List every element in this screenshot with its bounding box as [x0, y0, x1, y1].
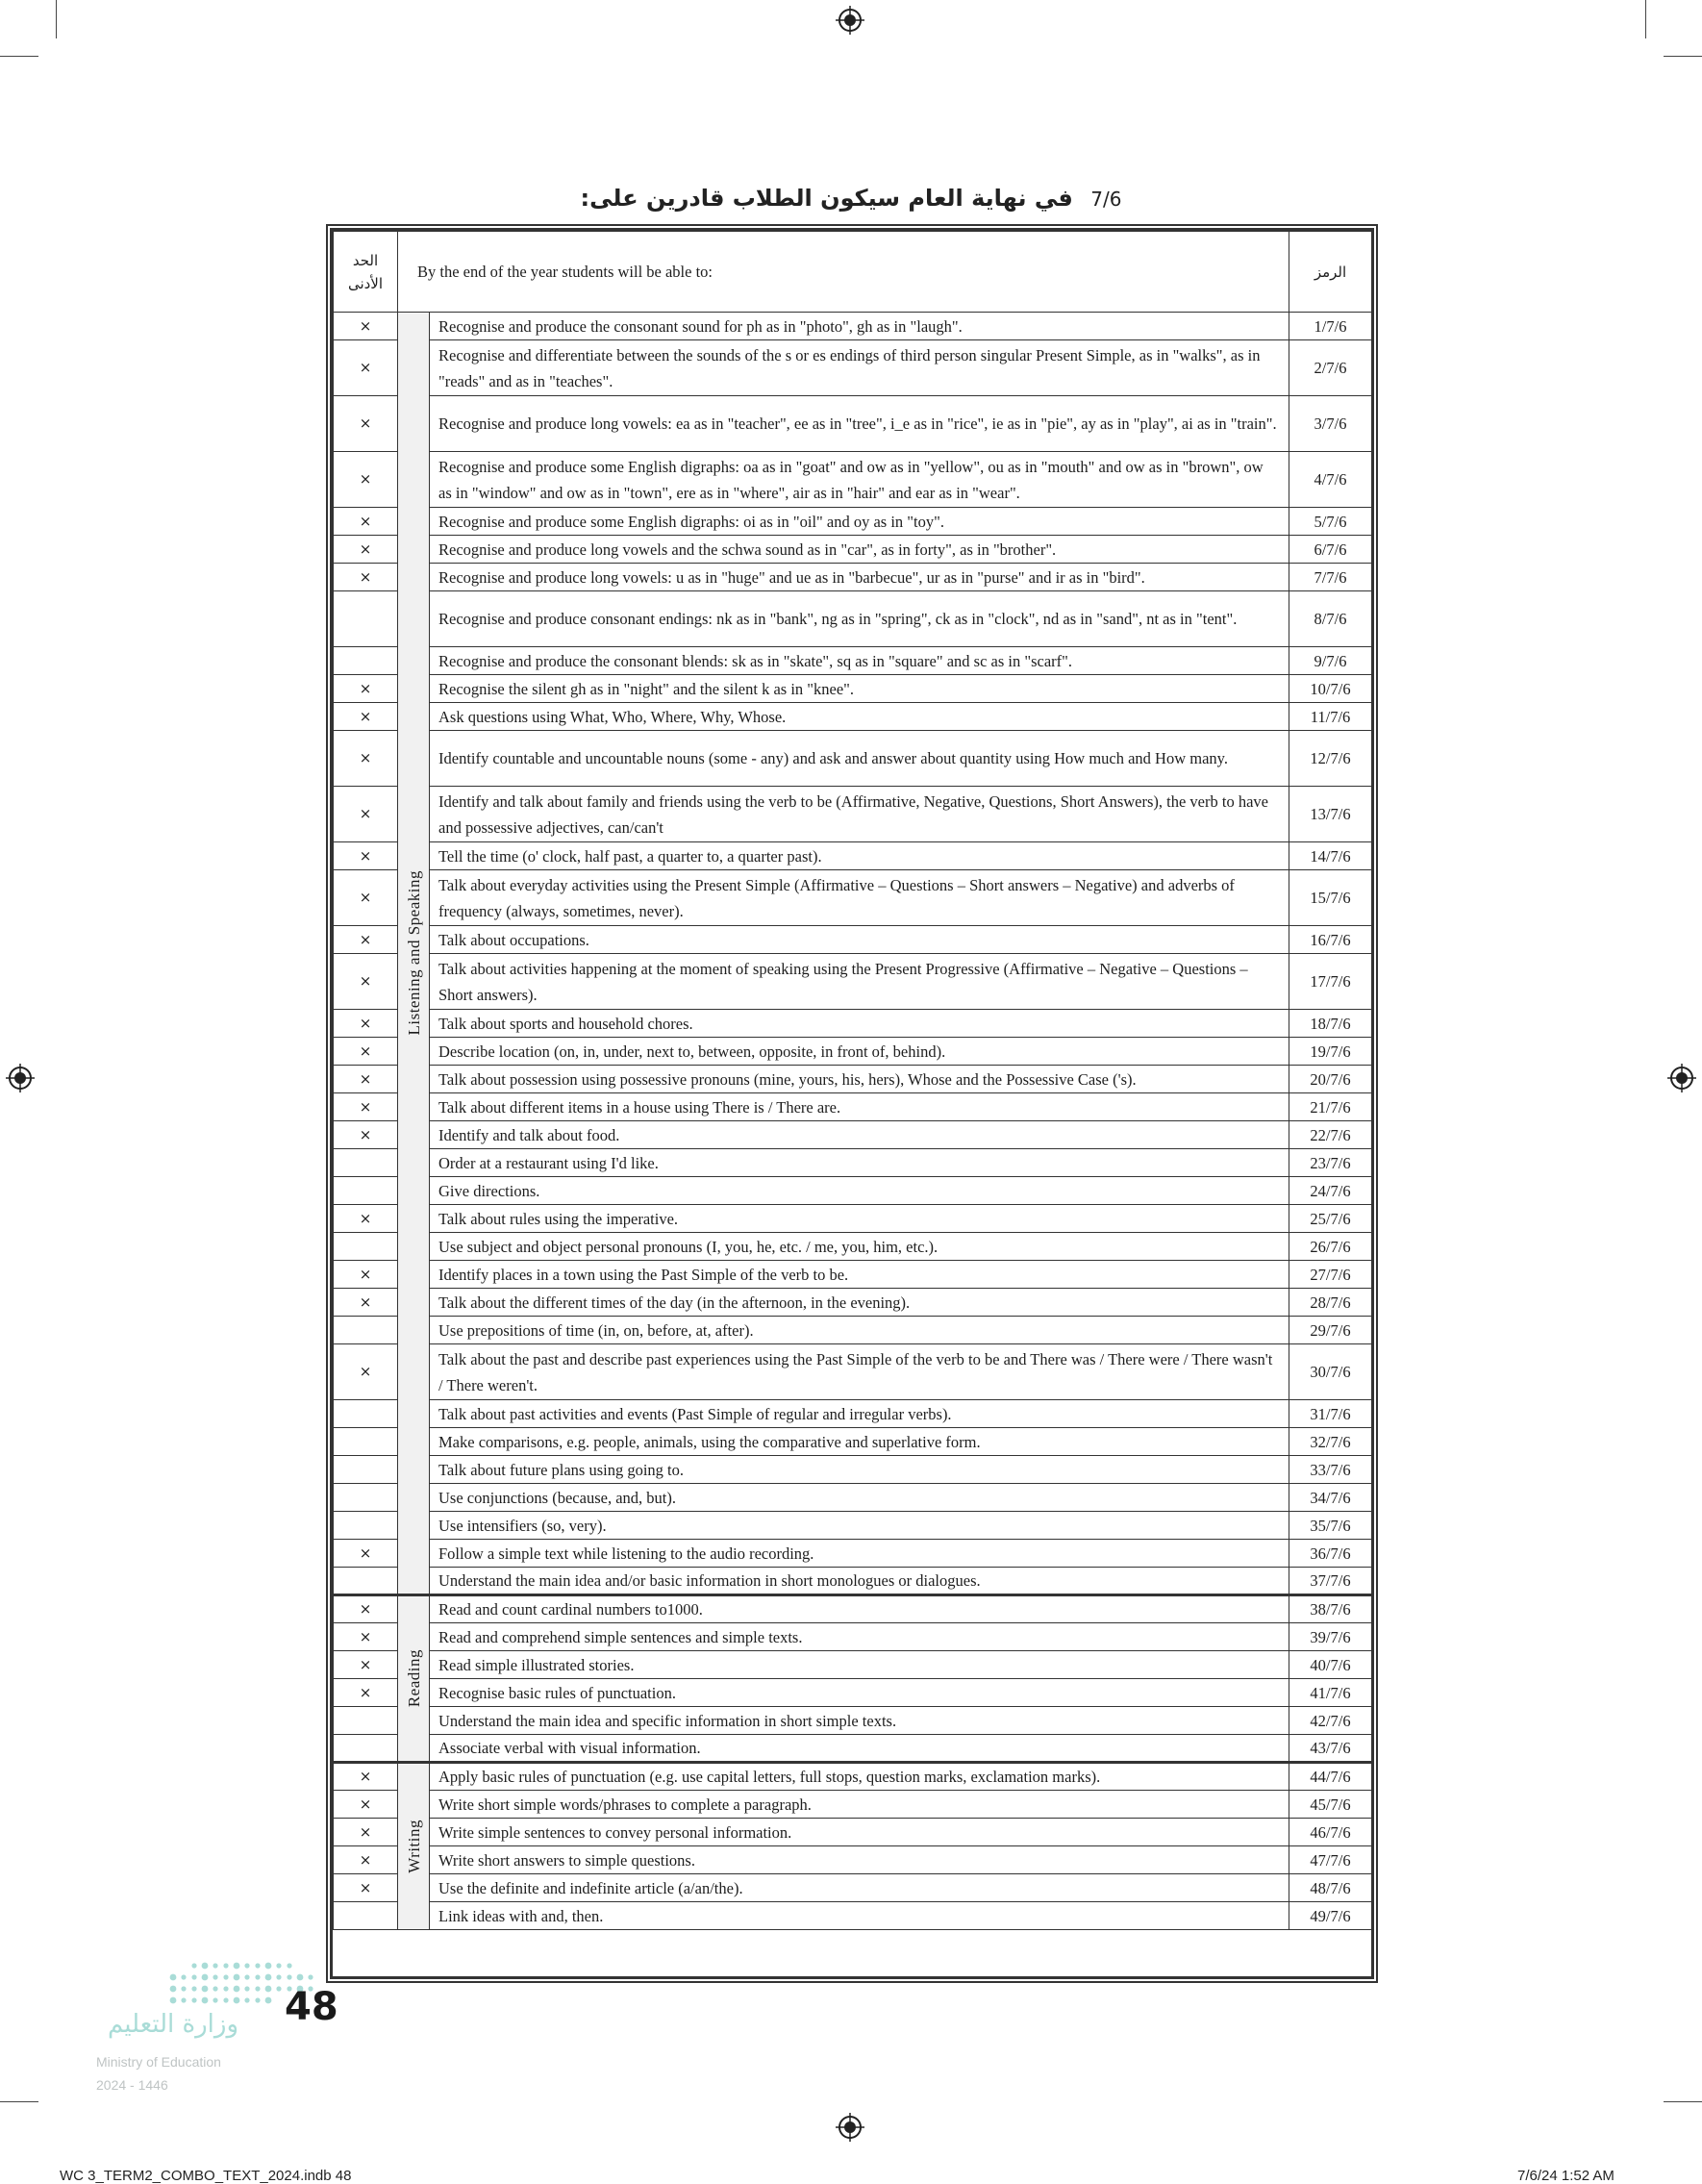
objectives-table: [333, 231, 1372, 1930]
logo-dot: [276, 1963, 281, 1968]
min-mark: ×: [334, 954, 398, 1010]
objective-text: Associate verbal with visual information.: [430, 1735, 1289, 1763]
logo-dot: [265, 1963, 272, 1970]
logo-dot: [287, 1974, 291, 1979]
logo-dot: [223, 1974, 228, 1979]
objective-text: Recognise and produce the consonant blends: sk as in "skate", sq as in "square" and sc as in "scarf".: [430, 647, 1289, 675]
table-row: [334, 1205, 1372, 1233]
skill-area: [398, 313, 430, 1595]
objective-code: 45/7/6: [1289, 1791, 1372, 1819]
objective-text: Use conjunctions (because, and, but).: [430, 1484, 1289, 1512]
objective-text: Write short simple words/phrases to complete a paragraph.: [430, 1791, 1289, 1819]
objective-code: 8/7/6: [1289, 591, 1372, 647]
crop-mark: [0, 2101, 38, 2102]
table-row: [334, 1066, 1372, 1093]
min-mark: ×: [334, 1038, 398, 1066]
skill-label: Listening and Speaking: [404, 870, 423, 1036]
table-row: [334, 1595, 1372, 1623]
min-mark: ×: [334, 1819, 398, 1846]
objective-code: 34/7/6: [1289, 1484, 1372, 1512]
min-mark: ×: [334, 842, 398, 870]
logo-dot: [234, 1986, 240, 1993]
objective-text: Recognise and produce long vowels: u as in "huge" and ue as in "barbecue", ur as in "purse" and ir as in "bird".: [430, 564, 1289, 591]
min-mark: ×: [334, 1540, 398, 1568]
objective-code: 27/7/6: [1289, 1261, 1372, 1289]
objective-text: Recognise and differentiate between the sounds of the s or es endings of third person singular Present Simple, as in "walks", as in "reads" and as in "teaches".: [430, 340, 1289, 396]
objective-text: Recognise the silent gh as in "night" and the silent k as in "knee".: [430, 675, 1289, 703]
logo-dot: [170, 1997, 177, 2004]
table-row: [334, 1177, 1372, 1205]
logo-dot: [244, 1997, 249, 2002]
objective-text: Talk about possession using possessive pronouns (mine, yours, his, hers), Whose and the Possessive Case ('s).: [430, 1066, 1289, 1093]
objective-code: 38/7/6: [1289, 1595, 1372, 1623]
table-row: [334, 1512, 1372, 1540]
objective-text: Talk about rules using the imperative.: [430, 1205, 1289, 1233]
objective-text: Ask questions using What, Who, Where, Why, Whose.: [430, 703, 1289, 731]
logo-dot: [255, 1974, 260, 1979]
min-mark: ×: [334, 340, 398, 396]
table-row: [334, 1400, 1372, 1428]
min-mark: [334, 1177, 398, 1205]
min-mark: ×: [334, 675, 398, 703]
min-mark: ×: [334, 1066, 398, 1093]
table-row: [334, 396, 1372, 452]
objective-code: 6/7/6: [1289, 536, 1372, 564]
min-mark: [334, 1568, 398, 1595]
table-row: [334, 1623, 1372, 1651]
table-row: [334, 787, 1372, 842]
min-mark: ×: [334, 508, 398, 536]
table-row: [334, 1819, 1372, 1846]
objective-code: 18/7/6: [1289, 1010, 1372, 1038]
min-mark: ×: [334, 1289, 398, 1317]
skill-label: Reading: [404, 1649, 423, 1708]
objective-code: 13/7/6: [1289, 787, 1372, 842]
objective-text: Recognise and produce consonant endings: nk as in "bank", ng as in "spring", ck as in "clock", nd as in "sand", nt as in "tent".: [430, 591, 1289, 647]
objective-code: 2/7/6: [1289, 340, 1372, 396]
table-row: [334, 1540, 1372, 1568]
table-row: [334, 926, 1372, 954]
objective-text: Recognise and produce some English digraphs: oi as in "oil" and oy as in "toy".: [430, 508, 1289, 536]
logo-dot: [234, 1974, 240, 1981]
objective-text: Describe location (on, in, under, next to, between, opposite, in front of, behind).: [430, 1038, 1289, 1066]
table-row: [334, 1707, 1372, 1735]
table-row: [334, 564, 1372, 591]
logo-dot: [265, 1986, 272, 1993]
objective-code: 29/7/6: [1289, 1317, 1372, 1344]
table-header-row: [334, 232, 1372, 313]
min-mark: [334, 1233, 398, 1261]
crop-mark: [0, 56, 38, 57]
objectives-table-frame: [330, 228, 1374, 1979]
table-row: [334, 1846, 1372, 1874]
objective-code: 30/7/6: [1289, 1344, 1372, 1400]
objective-text: Understand the main idea and specific information in short simple texts.: [430, 1707, 1289, 1735]
crop-mark: [1664, 2101, 1702, 2102]
objective-text: Follow a simple text while listening to the audio recording.: [430, 1540, 1289, 1568]
min-mark: ×: [334, 1846, 398, 1874]
logo-dot: [202, 1997, 209, 2004]
objective-code: 10/7/6: [1289, 675, 1372, 703]
logo-dot: [276, 1974, 281, 1979]
min-mark: ×: [334, 313, 398, 340]
table-row: [334, 954, 1372, 1010]
min-mark: ×: [334, 1651, 398, 1679]
min-mark: [334, 1484, 398, 1512]
objective-text: Talk about different items in a house using There is / There are.: [430, 1093, 1289, 1121]
logo-dot: [244, 1974, 249, 1979]
min-mark: ×: [334, 1121, 398, 1149]
objective-text: Use subject and object personal pronouns (I, you, he, etc. / me, you, him, etc.).: [430, 1233, 1289, 1261]
ref-header: الرمز: [1289, 232, 1372, 313]
objective-text: Identify and talk about family and friends using the verb to be (Affirmative, Negative, Questions, Short Answers), the verb to have and possessive adjectives, can/can't: [430, 787, 1289, 842]
objective-code: 14/7/6: [1289, 842, 1372, 870]
logo-dot: [213, 1974, 217, 1979]
objective-code: 17/7/6: [1289, 954, 1372, 1010]
objective-text: Recognise and produce some English digraphs: oa as in "goat" and ow as in "yellow", ou as in "mouth" and ow as in "brown", ow as in "window" and ow as in "town", ere as in "where", air as in "hair" and ear as in "wear".: [430, 452, 1289, 508]
table-row: [334, 1038, 1372, 1066]
objective-text: Talk about past activities and events (Past Simple of regular and irregular verbs).: [430, 1400, 1289, 1428]
min-mark: [334, 1902, 398, 1930]
objective-text: Link ideas with and, then.: [430, 1902, 1289, 1930]
objective-text: Talk about the different times of the day (in the afternoon, in the evening).: [430, 1289, 1289, 1317]
logo-dot: [308, 1974, 313, 1979]
skill-label: Writing: [404, 1820, 423, 1873]
table-row: [334, 508, 1372, 536]
logo-dot: [191, 1974, 196, 1979]
table-row: [334, 1763, 1372, 1791]
objective-code: 11/7/6: [1289, 703, 1372, 731]
objective-text: Read and comprehend simple sentences and simple texts.: [430, 1623, 1289, 1651]
objective-text: Recognise and produce long vowels and the schwa sound as in "car", as in forty", as in "brother".: [430, 536, 1289, 564]
logo-dot: [170, 1974, 177, 1981]
objective-text: Write short answers to simple questions.: [430, 1846, 1289, 1874]
min-mark: ×: [334, 1205, 398, 1233]
objective-code: 47/7/6: [1289, 1846, 1372, 1874]
table-row: [334, 1344, 1372, 1400]
objective-code: 37/7/6: [1289, 1568, 1372, 1595]
min-mark: ×: [334, 1763, 398, 1791]
objective-text: Read simple illustrated stories.: [430, 1651, 1289, 1679]
objective-text: Talk about occupations.: [430, 926, 1289, 954]
min-mark: ×: [334, 452, 398, 508]
crop-mark: [1664, 56, 1702, 57]
min-mark: ×: [334, 926, 398, 954]
min-mark: ×: [334, 787, 398, 842]
registration-mark-icon: [836, 2113, 864, 2142]
objective-code: 21/7/6: [1289, 1093, 1372, 1121]
min-header: الحد الأدنى: [334, 232, 398, 313]
objective-text: Talk about everyday activities using the Present Simple (Affirmative – Questions – Short answers – Negative) and adverbs of frequency (always, sometimes, never).: [430, 870, 1289, 926]
min-mark: ×: [334, 396, 398, 452]
objective-code: 1/7/6: [1289, 313, 1372, 340]
min-mark: ×: [334, 1010, 398, 1038]
skill-area: [398, 1763, 430, 1930]
table-row: [334, 1289, 1372, 1317]
min-mark: ×: [334, 1595, 398, 1623]
objective-text: Talk about the past and describe past experiences using the Past Simple of the verb to be and There was / There were / There wasn't / There weren't.: [430, 1344, 1289, 1400]
objective-text: Use prepositions of time (in, on, before, at, after).: [430, 1317, 1289, 1344]
registration-mark-icon: [6, 1064, 35, 1092]
logo-dot: [287, 1963, 291, 1968]
logo-dot: [181, 1986, 186, 1991]
logo-dot: [213, 1963, 217, 1968]
objective-code: 39/7/6: [1289, 1623, 1372, 1651]
registration-mark-icon: [836, 6, 864, 35]
objective-text: Make comparisons, e.g. people, animals, using the comparative and superlative form.: [430, 1428, 1289, 1456]
objective-code: 3/7/6: [1289, 396, 1372, 452]
objective-text: Use the definite and indefinite article (a/an/the).: [430, 1874, 1289, 1902]
objective-code: 5/7/6: [1289, 508, 1372, 536]
objective-text: Order at a restaurant using I'd like.: [430, 1149, 1289, 1177]
min-mark: ×: [334, 1679, 398, 1707]
table-row: [334, 731, 1372, 787]
logo-year: 2024 - 1446: [96, 2077, 168, 2093]
objective-text: Apply basic rules of punctuation (e.g. use capital letters, full stops, question marks, exclamation marks).: [430, 1763, 1289, 1791]
logo-dot: [244, 1963, 249, 1968]
crop-mark: [56, 0, 57, 38]
table-row: [334, 842, 1372, 870]
table-row: [334, 1121, 1372, 1149]
page-number: 48: [285, 1985, 338, 2029]
logo-arabic: وزارة التعليم: [107, 2010, 239, 2039]
objective-code: 12/7/6: [1289, 731, 1372, 787]
logo-dot: [255, 1986, 260, 1991]
objective-code: 46/7/6: [1289, 1819, 1372, 1846]
objective-code: 32/7/6: [1289, 1428, 1372, 1456]
objective-code: 44/7/6: [1289, 1763, 1372, 1791]
min-mark: [334, 1707, 398, 1735]
objective-code: 16/7/6: [1289, 926, 1372, 954]
objective-text: Identify countable and uncountable nouns (some - any) and ask and answer about quantity using How much and How many.: [430, 731, 1289, 787]
logo-dot: [191, 1986, 196, 1991]
crop-mark: [1645, 0, 1646, 38]
objective-code: 9/7/6: [1289, 647, 1372, 675]
logo-dot: [255, 1963, 260, 1968]
table-row: [334, 1317, 1372, 1344]
objective-text: Recognise basic rules of punctuation.: [430, 1679, 1289, 1707]
min-mark: [334, 591, 398, 647]
table-row: [334, 1735, 1372, 1763]
min-mark: ×: [334, 703, 398, 731]
logo-dot: [202, 1963, 209, 1970]
table-row: [334, 1010, 1372, 1038]
objective-code: 49/7/6: [1289, 1902, 1372, 1930]
table-row: [334, 703, 1372, 731]
objective-code: 25/7/6: [1289, 1205, 1372, 1233]
min-mark: [334, 1735, 398, 1763]
min-mark: ×: [334, 1344, 398, 1400]
logo-dot: [297, 1974, 304, 1981]
table-row: [334, 1261, 1372, 1289]
objective-text: Talk about future plans using going to.: [430, 1456, 1289, 1484]
table-row: [334, 1093, 1372, 1121]
min-mark: [334, 1400, 398, 1428]
logo-dot: [276, 1986, 281, 1991]
table-row: [334, 1428, 1372, 1456]
objective-text: Recognise and produce the consonant sound for ph as in "photo", gh as in "laugh".: [430, 313, 1289, 340]
table-row: [334, 452, 1372, 508]
objective-code: 41/7/6: [1289, 1679, 1372, 1707]
table-row: [334, 313, 1372, 340]
min-mark: ×: [334, 536, 398, 564]
min-mark: ×: [334, 870, 398, 926]
logo-dot: [191, 1997, 196, 2002]
objective-text: Read and count cardinal numbers to1000.: [430, 1595, 1289, 1623]
table-row: [334, 591, 1372, 647]
objective-text: Talk about sports and household chores.: [430, 1010, 1289, 1038]
table-row: [334, 1902, 1372, 1930]
table-row: [334, 1484, 1372, 1512]
objective-code: 26/7/6: [1289, 1233, 1372, 1261]
logo-dot: [265, 1997, 272, 2004]
table-row: [334, 340, 1372, 396]
page-heading: [0, 185, 1702, 212]
objective-code: 36/7/6: [1289, 1540, 1372, 1568]
logo-dot: [223, 1986, 228, 1991]
objective-text: Tell the time (o' clock, half past, a quarter to, a quarter past).: [430, 842, 1289, 870]
objective-code: 40/7/6: [1289, 1651, 1372, 1679]
min-mark: [334, 1512, 398, 1540]
min-mark: ×: [334, 731, 398, 787]
objective-code: 15/7/6: [1289, 870, 1372, 926]
min-mark: [334, 1149, 398, 1177]
table-row: [334, 1791, 1372, 1819]
logo-dot: [234, 1997, 240, 2004]
objective-header: By the end of the year students will be able to:: [398, 232, 1289, 313]
table-row: [334, 1149, 1372, 1177]
min-mark: [334, 647, 398, 675]
logo-dot: [191, 1963, 196, 1968]
footer-file: WC 3_TERM2_COMBO_TEXT_2024.indb 48: [60, 2168, 352, 2184]
objective-code: 24/7/6: [1289, 1177, 1372, 1205]
logo-dot: [244, 1986, 249, 1991]
min-mark: ×: [334, 1623, 398, 1651]
table-row: [334, 1651, 1372, 1679]
table-row: [334, 1233, 1372, 1261]
objective-text: Understand the main idea and/or basic information in short monologues or dialogues.: [430, 1568, 1289, 1595]
min-mark: ×: [334, 1791, 398, 1819]
objective-code: 31/7/6: [1289, 1400, 1372, 1428]
objective-code: 42/7/6: [1289, 1707, 1372, 1735]
footer-date: 7/6/24 1:52 AM: [1517, 2168, 1614, 2184]
objective-code: 19/7/6: [1289, 1038, 1372, 1066]
logo-dot: [234, 1963, 240, 1970]
table-row: [334, 870, 1372, 926]
logo-dot: [170, 1986, 177, 1993]
table-row: [334, 675, 1372, 703]
heading-code: 7/6: [1090, 188, 1122, 211]
objective-code: 20/7/6: [1289, 1066, 1372, 1093]
min-mark: ×: [334, 564, 398, 591]
logo-dot: [265, 1974, 272, 1981]
table-row: [334, 536, 1372, 564]
logo-english: Ministry of Education: [96, 2054, 221, 2070]
objective-code: 4/7/6: [1289, 452, 1372, 508]
objective-text: Write simple sentences to convey personal information.: [430, 1819, 1289, 1846]
objective-text: Identify places in a town using the Past Simple of the verb to be.: [430, 1261, 1289, 1289]
min-mark: [334, 1428, 398, 1456]
logo-dot: [202, 1986, 209, 1993]
objective-text: Recognise and produce long vowels: ea as in "teacher", ee as in "tree", i_e as in "rice", ie as in "pie", ay as in "play", ai as in "train".: [430, 396, 1289, 452]
min-mark: ×: [334, 1874, 398, 1902]
heading-text: في نهاية العام سيكون الطلاب قادرين على:: [580, 185, 1073, 212]
min-mark: ×: [334, 1261, 398, 1289]
objective-text: Identify and talk about food.: [430, 1121, 1289, 1149]
registration-mark-icon: [1667, 1064, 1696, 1092]
min-mark: [334, 1456, 398, 1484]
objective-code: 35/7/6: [1289, 1512, 1372, 1540]
logo-dot: [213, 1986, 217, 1991]
objective-code: 48/7/6: [1289, 1874, 1372, 1902]
logo-dot: [181, 1997, 186, 2002]
objective-code: 43/7/6: [1289, 1735, 1372, 1763]
min-mark: ×: [334, 1093, 398, 1121]
table-row: [334, 1456, 1372, 1484]
logo-dot: [223, 1963, 228, 1968]
objective-text: Use intensifiers (so, very).: [430, 1512, 1289, 1540]
logo-dot: [255, 1997, 260, 2002]
min-mark: [334, 1317, 398, 1344]
objective-code: 28/7/6: [1289, 1289, 1372, 1317]
table-row: [334, 1679, 1372, 1707]
logo-dot: [202, 1974, 209, 1981]
logo-dot: [181, 1974, 186, 1979]
objective-code: 23/7/6: [1289, 1149, 1372, 1177]
objective-code: 22/7/6: [1289, 1121, 1372, 1149]
table-row: [334, 1568, 1372, 1595]
table-row: [334, 1874, 1372, 1902]
skill-area: [398, 1595, 430, 1763]
table-row: [334, 647, 1372, 675]
logo-dot: [213, 1997, 217, 2002]
objective-text: Talk about activities happening at the moment of speaking using the Present Progressive (Affirmative – Negative – Questions – Short answers).: [430, 954, 1289, 1010]
objective-code: 33/7/6: [1289, 1456, 1372, 1484]
objective-code: 7/7/6: [1289, 564, 1372, 591]
logo-dot: [223, 1997, 228, 2002]
objective-text: Give directions.: [430, 1177, 1289, 1205]
